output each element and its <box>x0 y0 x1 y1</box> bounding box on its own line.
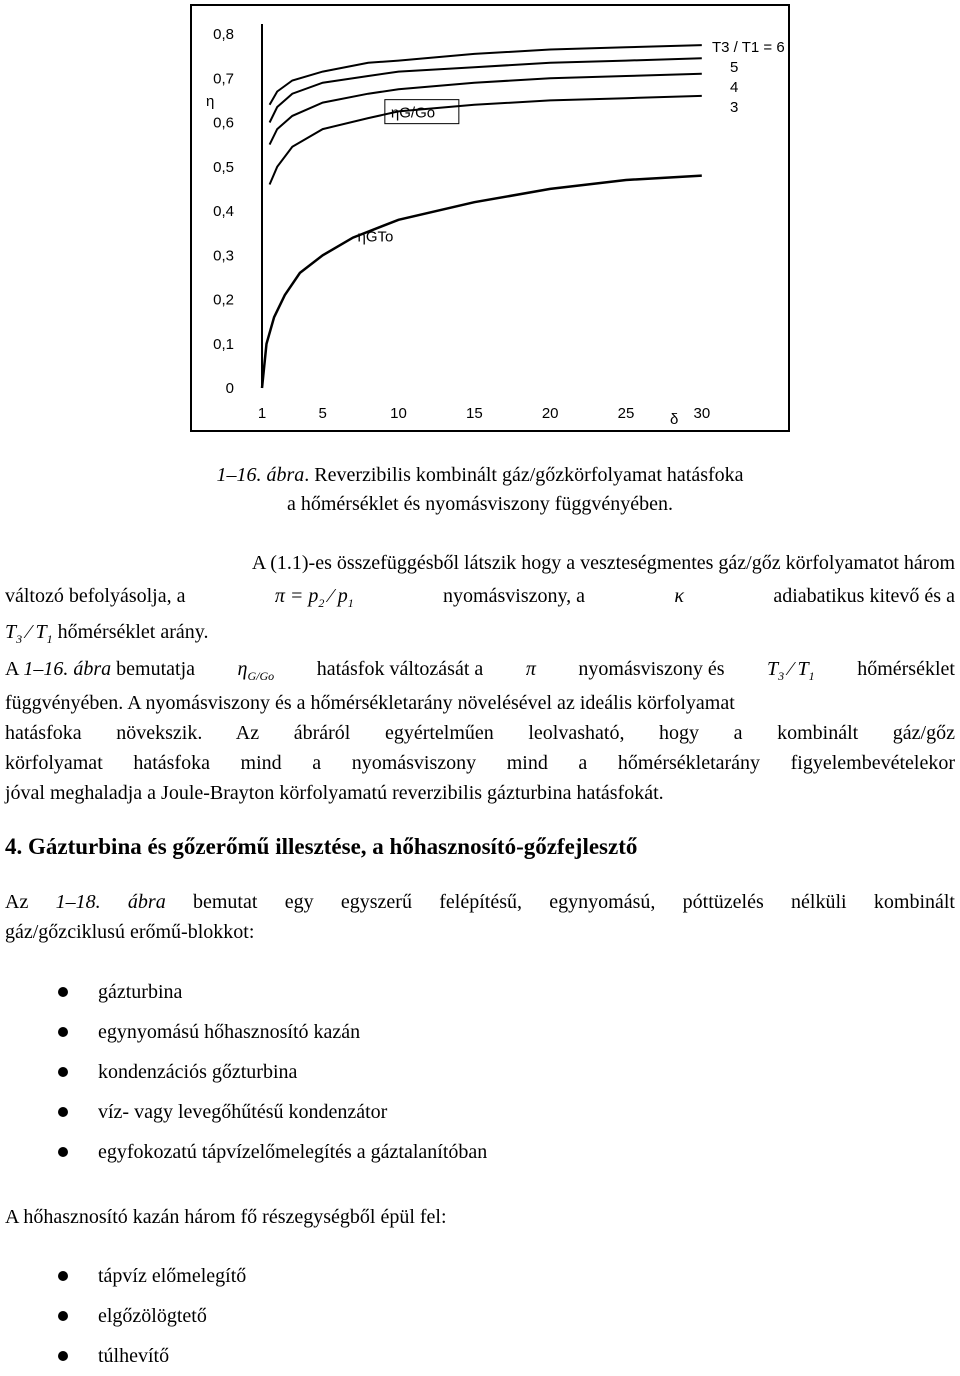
bullet-icon <box>58 1271 68 1281</box>
component-list <box>0 972 487 1172</box>
figure-caption-line-1 <box>0 461 960 490</box>
bullet-icon <box>58 987 68 997</box>
para1-text-a: változó befolyásolja, a <box>5 585 186 607</box>
para2-text-c: hatásfok változását a <box>316 658 484 680</box>
para2-line1 <box>5 654 955 691</box>
para2-line4: körfolyamat hatásfoka mind a nyomásviszony mind a hőmérsékletarány figyelembevételekor <box>5 752 955 774</box>
list-item <box>0 1012 487 1052</box>
x-tick-label: 10 <box>390 405 407 422</box>
list-item-label: elgőzölögtető <box>98 1305 207 1327</box>
pi-symbol: π <box>525 658 536 680</box>
list-item <box>0 1336 246 1376</box>
list-item-label: egyfokozatú tápvízelőmelegítés a gáztalanítóban <box>98 1141 488 1163</box>
y-tick-label: 0,2 <box>213 291 234 309</box>
para2-line2: függvényében. A nyomásviszony és a hőmérsékletarány növelésével az ideális körfolyamat <box>5 692 735 714</box>
eta-symbol: $\eta_{G/Go}$ <box>237 658 275 683</box>
pressure-ratio-formula: $\pi = p_2$ ⁄ $p_1$ <box>274 585 354 610</box>
list-item <box>0 972 487 1012</box>
x-tick-label: 15 <box>465 405 483 422</box>
y-tick-label: 0,3 <box>213 247 234 265</box>
annotation-eta-g-go: ηG/Go <box>390 104 436 122</box>
series-line <box>270 96 702 185</box>
list-item <box>0 1052 487 1092</box>
x-tick-label: 20 <box>541 405 559 422</box>
para3-fig-ref: 1–18. ábra <box>55 891 166 913</box>
para3-text-a: Az <box>5 891 29 913</box>
x-tick-label: 25 <box>617 405 635 422</box>
temperature-ratio-symbol: $T_3$ ⁄ $T_1$ <box>767 658 815 683</box>
para1-line3 <box>5 617 955 654</box>
list-item-label: tápvíz előmelegítő <box>98 1265 247 1287</box>
para2-fig-ref: 1–16. ábra <box>23 658 112 680</box>
para2-a <box>5 654 195 691</box>
y-tick-label: 0,4 <box>213 203 234 220</box>
series-line <box>262 176 702 388</box>
legend-title: T3 / T1 = 6 <box>712 39 785 56</box>
boiler-parts-list <box>0 1256 246 1376</box>
kappa-symbol: κ <box>674 585 685 607</box>
bullet-icon <box>58 1027 68 1037</box>
para1-line1: A (1.1)-es összefüggésből látszik hogy a veszteségmentes gáz/gőz körfolyamatot három <box>251 552 955 574</box>
series-line <box>270 74 702 145</box>
y-tick-label: 0,5 <box>213 158 234 176</box>
legend-item: 4 <box>730 79 739 96</box>
bullet-icon <box>58 1351 68 1361</box>
bullet-icon <box>58 1311 68 1321</box>
list-item-label: víz- vagy levegőhűtésű kondenzátor <box>98 1101 388 1123</box>
list-item-label: kondenzációs gőzturbina <box>98 1061 298 1083</box>
bullet-icon <box>58 1067 68 1077</box>
para3-text-b: bemutat egy egyszerű felépítésű, egynyomású, póttüzelés nélküli kombinált <box>193 891 955 913</box>
para2-text-d: nyomásviszony és <box>578 658 725 680</box>
list-item-label: túlhevítő <box>98 1345 170 1367</box>
bullet-icon <box>58 1107 68 1117</box>
y-axis-label: η <box>206 93 215 110</box>
y-tick-label: 0,6 <box>213 114 234 132</box>
list-item <box>0 1092 487 1132</box>
chart-canvas <box>192 6 788 430</box>
para1-text-b: nyomásviszony, a <box>443 585 586 607</box>
x-tick-label: 30 <box>693 405 711 422</box>
para4: A hőhasznosító kazán három fő részegységből épül fel: <box>5 1206 447 1228</box>
list-item <box>0 1132 487 1172</box>
temperature-ratio-formula: $T_3$ ⁄ $T_1$ <box>5 621 53 646</box>
efficiency-chart <box>190 4 790 432</box>
y-tick-label: 0,1 <box>213 335 234 353</box>
caption-text-1: . Reverzibilis kombinált gáz/gőzkörfolyamat hatásfoka <box>304 464 744 486</box>
y-tick-label: 0,7 <box>213 70 234 88</box>
section-heading: 4. Gázturbina és gőzerőmű illesztése, a hőhasznosító-gőzfejlesztő <box>5 834 638 859</box>
y-tick-label: 0,8 <box>213 26 234 43</box>
list-item <box>0 1296 246 1336</box>
para1-text-d: hőmérséklet arány. <box>57 621 209 643</box>
legend-item: 3 <box>730 99 739 116</box>
figure-caption-line-2: a hőmérséklet és nyomásviszony függvényében. <box>286 493 673 515</box>
para2-text-a: A <box>5 658 19 680</box>
para1-line2 <box>5 581 955 618</box>
x-axis-label: δ <box>670 411 679 428</box>
list-item-label: gázturbina <box>98 981 183 1003</box>
x-tick-label: 5 <box>318 405 327 422</box>
para2-text-b: bemutatja <box>116 658 195 680</box>
list-item-label: egynyomású hőhasznosító kazán <box>98 1021 361 1043</box>
para2-line3: hatásfoka növekszik. Az ábráról egyértelműen leolvasható, hogy a kombinált gáz/gőz <box>5 722 955 744</box>
para3-line2: gáz/gőzciklusú erőmű-blokkot: <box>5 921 255 943</box>
para2-text-e: hőmérséklet <box>857 658 955 680</box>
x-tick-label: 1 <box>257 405 267 422</box>
legend-item: 5 <box>730 59 739 76</box>
list-item <box>0 1256 246 1296</box>
annotation-eta-gto: ηGTo <box>357 228 394 246</box>
caption-fig-ref: 1–16. ábra <box>216 464 305 486</box>
y-tick-label: 0 <box>225 380 234 397</box>
bullet-icon <box>58 1147 68 1157</box>
series-line <box>270 58 702 122</box>
para1-text-c: adiabatikus kitevő és a <box>773 585 955 607</box>
para2-line5: jóval meghaladja a Joule-Brayton körfolyamatú reverzibilis gázturbina hatásfokát. <box>5 782 664 804</box>
para3-line1 <box>5 887 955 917</box>
